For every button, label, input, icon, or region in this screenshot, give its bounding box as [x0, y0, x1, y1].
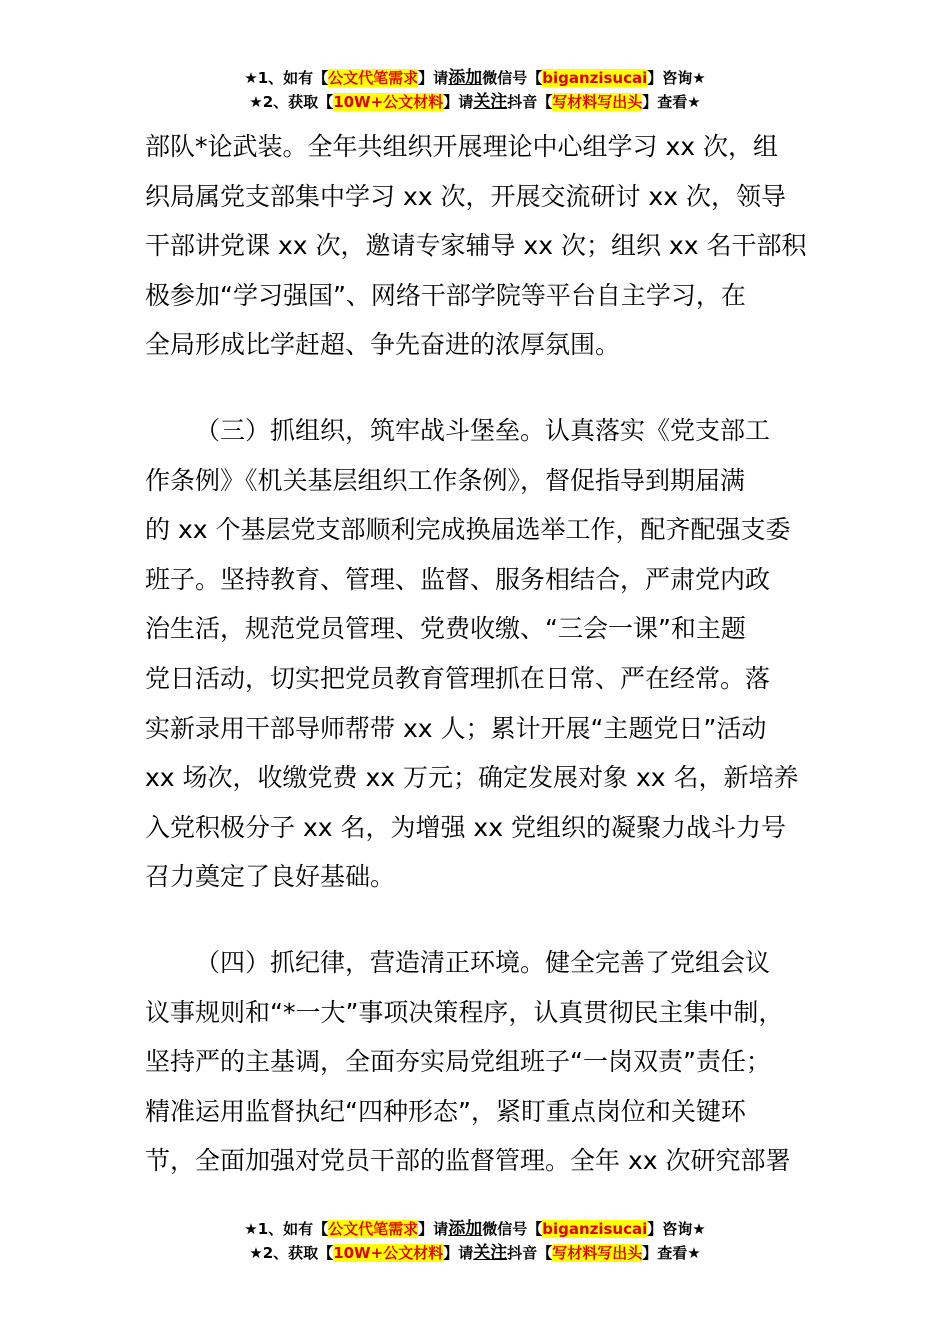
banner-highlight-wechat-id: biganzisucai: [542, 1220, 648, 1238]
paragraph-line: 全局形成比学赶超、争先奋进的浓厚氛围。: [145, 330, 621, 360]
paragraph-line: 议事规则和“*一大”事项决策程序，认真贯彻民主集中制，: [145, 997, 784, 1027]
paragraph-line: 极参加“学习强国”、网络干部学院等平台自主学习，在: [145, 280, 746, 310]
footer-banner: [0, 1217, 950, 1265]
paragraph-line: （四）抓纪律，营造清正环境。健全完善了党组会议: [195, 948, 771, 977]
paragraph-line: 织局属党支部集中学习 xx 次，开展交流研讨 xx 次，领导: [145, 181, 786, 211]
banner-highlight-account: 写材料写出头: [552, 1244, 643, 1262]
banner-text: ★1、如有【: [244, 1220, 329, 1238]
banner-text: 】请: [418, 69, 449, 87]
banner-text: 】请: [443, 1244, 474, 1262]
banner-text: 】咨询★: [647, 1220, 706, 1238]
paragraph-2: [145, 406, 817, 902]
paragraph-1: [145, 122, 817, 370]
banner-underlined-add: 添加: [448, 1219, 483, 1239]
banner-text: 】请: [418, 1220, 449, 1238]
paragraph-3: [145, 938, 817, 1186]
banner-text: ★1、如有【: [244, 69, 329, 87]
paragraph-line: 实新录用干部导师帮带 xx 人；累计开展“主题党日”活动: [145, 713, 767, 743]
header-banner: [0, 66, 950, 114]
paragraph-line: 作条例》《机关基层组织工作条例》，督促指导到期届满: [145, 465, 746, 495]
banner-underlined-add: 添加: [448, 68, 483, 88]
banner-line-1: [0, 1217, 950, 1241]
banner-text: 】查看★: [642, 1244, 701, 1262]
banner-highlight-materials: 10W+公文材料: [333, 93, 444, 111]
paragraph-line: 的 xx 个基层党支部顺利完成换届选举工作，配齐配强支委: [145, 515, 791, 545]
paragraph-line: 节，全面加强对党员干部的监督管理。全年 xx 次研究部署: [145, 1146, 791, 1176]
paragraph-line: 部队*论武装。全年共组织开展理论中心组学习 xx 次，组: [145, 132, 778, 161]
banner-line-1: [0, 66, 950, 90]
paragraph-line: xx 场次，收缴党费 xx 万元；确定发展对象 xx 名，新培养: [145, 763, 799, 793]
banner-text: ★2、获取【: [249, 1244, 334, 1262]
banner-text: 】咨询★: [647, 69, 706, 87]
banner-line-2: [0, 1241, 950, 1265]
banner-text: 】查看★: [642, 93, 701, 111]
paragraph-line: 入党积极分子 xx 名，为增强 xx 党组织的凝聚力战斗力号: [145, 812, 786, 842]
banner-text: 】请: [443, 93, 474, 111]
banner-highlight-wechat-id: biganzisucai: [542, 69, 648, 87]
paragraph-line: （三）抓组织，筑牢战斗堡垒。认真落实《党支部工: [195, 416, 771, 445]
banner-text: 微信号【: [482, 1220, 543, 1238]
banner-text: ★2、获取【: [249, 93, 334, 111]
paragraph-line: 坚持严的主基调，全面夯实局党组班子“一岗双责”责任；: [145, 1047, 771, 1077]
paragraph-line: 治生活，规范党员管理、党费收缴、“三会一课”和主题: [145, 614, 746, 644]
banner-highlight-service: 公文代笔需求: [328, 1220, 419, 1238]
paragraph-line: 干部讲党课 xx 次，邀请专家辅导 xx 次；组织 xx 名干部积: [145, 231, 807, 261]
banner-underlined-follow: 关注: [473, 92, 508, 112]
paragraph-line: 党日活动，切实把党员教育管理抓在日常、严在经常。落: [145, 663, 771, 693]
paragraph-line: 召力奠定了良好基础。: [145, 862, 396, 892]
banner-highlight-account: 写材料写出头: [552, 93, 643, 111]
banner-highlight-service: 公文代笔需求: [328, 69, 419, 87]
paragraph-line: 班子。坚持教育、管理、监督、服务相结合，严肃党内政: [145, 564, 771, 594]
banner-underlined-follow: 关注: [473, 1243, 508, 1263]
paragraph-line: 精准运用监督执纪“四种形态”，紧盯重点岗位和关键环: [145, 1096, 746, 1126]
banner-text: 微信号【: [482, 69, 543, 87]
banner-line-2: [0, 90, 950, 114]
banner-highlight-materials: 10W+公文材料: [333, 1244, 444, 1262]
banner-text: 抖音【: [507, 93, 553, 111]
banner-text: 抖音【: [507, 1244, 553, 1262]
